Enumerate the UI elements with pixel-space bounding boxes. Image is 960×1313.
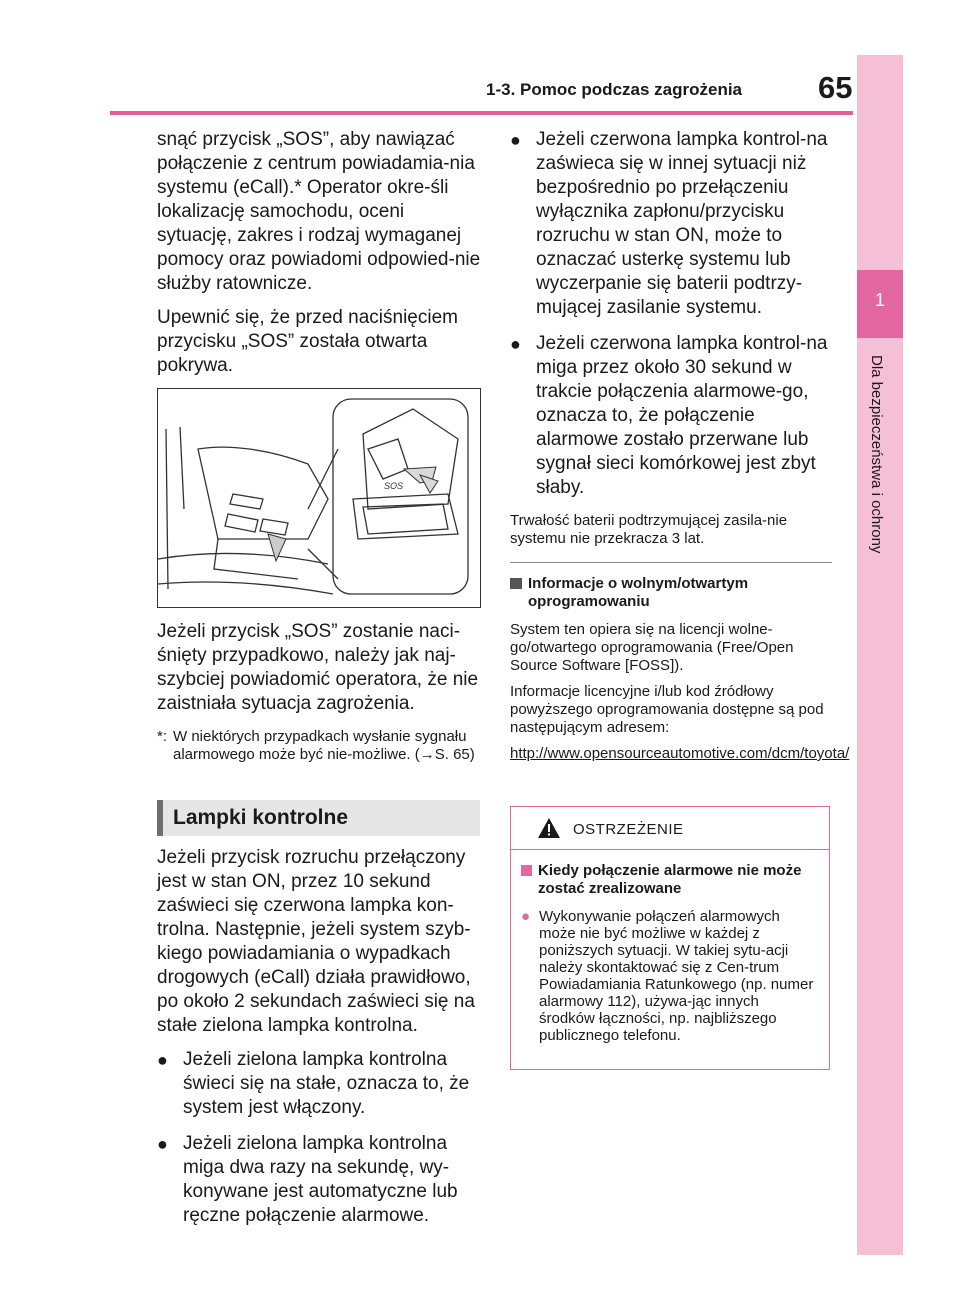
warning-title-text: Kiedy połączenie alarmowe nie może zostać zrealizowane bbox=[538, 862, 802, 897]
bullet-icon: ● bbox=[157, 1134, 168, 1154]
left-column bbox=[157, 128, 482, 764]
header-rule bbox=[110, 111, 853, 115]
footnote-text: W niektórych przypadkach wysłanie sygnału alarmowego może być nie-możliwe. (→S. 65) bbox=[173, 728, 475, 763]
square-bullet-icon bbox=[521, 865, 532, 876]
list-item bbox=[510, 332, 832, 500]
bullet-icon: ● bbox=[521, 908, 531, 925]
list-item-text: Jeżeli czerwona lampka kontrol-na zaświeca się w innej sytuacji niż bezpośrednio po przełączeniu wyłącznika zapłonu/przycisku rozruchu w stan ON, może to oznaczać usterkę systemu lub wyczerpanie się baterii podtrzy-mującej zasilanie systemu. bbox=[536, 129, 828, 318]
paragraph: Upewnić się, że przed naciśnięciem przycisku „SOS” została otwarta pokrywa. bbox=[157, 307, 458, 376]
sos-button-illustration bbox=[157, 388, 481, 608]
chapter-tab bbox=[857, 55, 903, 1255]
paragraph: Informacje licencyjne i/lub kod źródłowy powyższego oprogramowania dostępne są pod następującym adresem: bbox=[510, 683, 824, 736]
battery-note: Trwałość baterii podtrzymującej zasila-nie systemu nie przekracza 3 lat. bbox=[510, 512, 788, 547]
list-item bbox=[510, 128, 832, 320]
warning-box bbox=[510, 806, 830, 1070]
chapter-title: Dla bezpieczeństwa i ochrony bbox=[868, 355, 885, 554]
indicator-section bbox=[157, 846, 482, 1240]
list-item bbox=[157, 1048, 482, 1120]
paragraph: System ten opiera się na licencji wolne-go/otwartego oprogramowania (Free/Open Source Software [FOSS]). bbox=[510, 621, 794, 674]
section-heading bbox=[157, 800, 480, 836]
list-item-text: Jeżeli czerwona lampka kontrol-na miga przez około 30 sekund w trakcie połączenia alarmowe-go, oznacza to, że połączenie alarmowe zostało przerwane lub sygnał sieci komórkowej jest zbyt słaby. bbox=[536, 333, 828, 498]
chapter-number: 1 bbox=[874, 290, 885, 310]
warning-item-text: Wykonywanie połączeń alarmowych może nie być możliwe w każdej z poniższych sytuacji. W takiej sytu-acji należy skontaktować się z Cen-trum Powiadamiania Ratunkowego (np. numer alarmowy 112), używa-jąc innych środków łączności, np. najbliższego publicznego telefonu. bbox=[539, 908, 814, 1044]
warning-title bbox=[521, 862, 817, 898]
warning-body bbox=[511, 850, 829, 1044]
square-bullet-icon bbox=[510, 578, 522, 589]
bullet-icon: ● bbox=[510, 130, 521, 150]
list-item-text: Jeżeli zielona lampka kontrolna miga dwa razy na sekundę, wy-konywane jest automatyczne lub ręczne połączenie alarmowe. bbox=[183, 1133, 458, 1226]
list-item bbox=[157, 1132, 482, 1228]
paragraph: snąć przycisk „SOS”, aby nawiązać połączenie z centrum powiadamia-nia systemu (eCall).* Operator okre-śli lokalizację samochodu, oceni sytuację, zakres i rodzaj wymaganej pomocy oraz powiadomi odpowied-nie służby ratownicze. bbox=[157, 129, 481, 294]
paragraph: Jeżeli przycisk „SOS” zostanie naci-śnięty przypadkowo, należy jak naj-szybciej powiadomić operatora, że nie zaistniała sytuacja zagrożenia. bbox=[157, 621, 479, 714]
right-column bbox=[510, 128, 850, 763]
bullet-icon: ● bbox=[510, 334, 521, 354]
footnote-mark: *: bbox=[157, 728, 168, 745]
list-item-text: Jeżeli zielona lampka kontrolna świeci się na stałe, oznacza to, że system jest włączony. bbox=[183, 1049, 470, 1118]
warning-label: OSTRZEŻENIE bbox=[573, 821, 684, 838]
paragraph: Jeżeli przycisk rozruchu przełączony jest w stan ON, przez 10 sekund zaświeci się czerwona lampka kon-trolna. Następnie, jeżeli system szyb-kiego powiadamiania o wypadkach drogowych (eCall) działa prawidłowo, po około 2 sekundach zaświeci się na stałe zielona lampka kontrolna. bbox=[157, 847, 475, 1036]
warning-item bbox=[521, 908, 817, 1044]
figure-sos-label: SOS bbox=[384, 481, 404, 491]
page-number: 65 bbox=[818, 70, 853, 105]
info-title bbox=[510, 575, 832, 611]
divider bbox=[510, 562, 832, 563]
foss-link[interactable]: http://www.opensourceautomotive.com/dcm/toyota/ bbox=[510, 745, 850, 762]
footnote bbox=[157, 728, 482, 764]
section-title: 1-3. Pomoc podczas zagrożenia bbox=[486, 80, 743, 99]
info-title-text: Informacje o wolnym/otwartym oprogramowaniu bbox=[528, 575, 749, 610]
warning-icon bbox=[537, 817, 561, 839]
section-heading-text: Lampki kontrolne bbox=[173, 806, 349, 829]
warning-header bbox=[511, 807, 829, 850]
overhead-console-drawing bbox=[158, 389, 480, 607]
bullet-icon: ● bbox=[157, 1050, 168, 1070]
